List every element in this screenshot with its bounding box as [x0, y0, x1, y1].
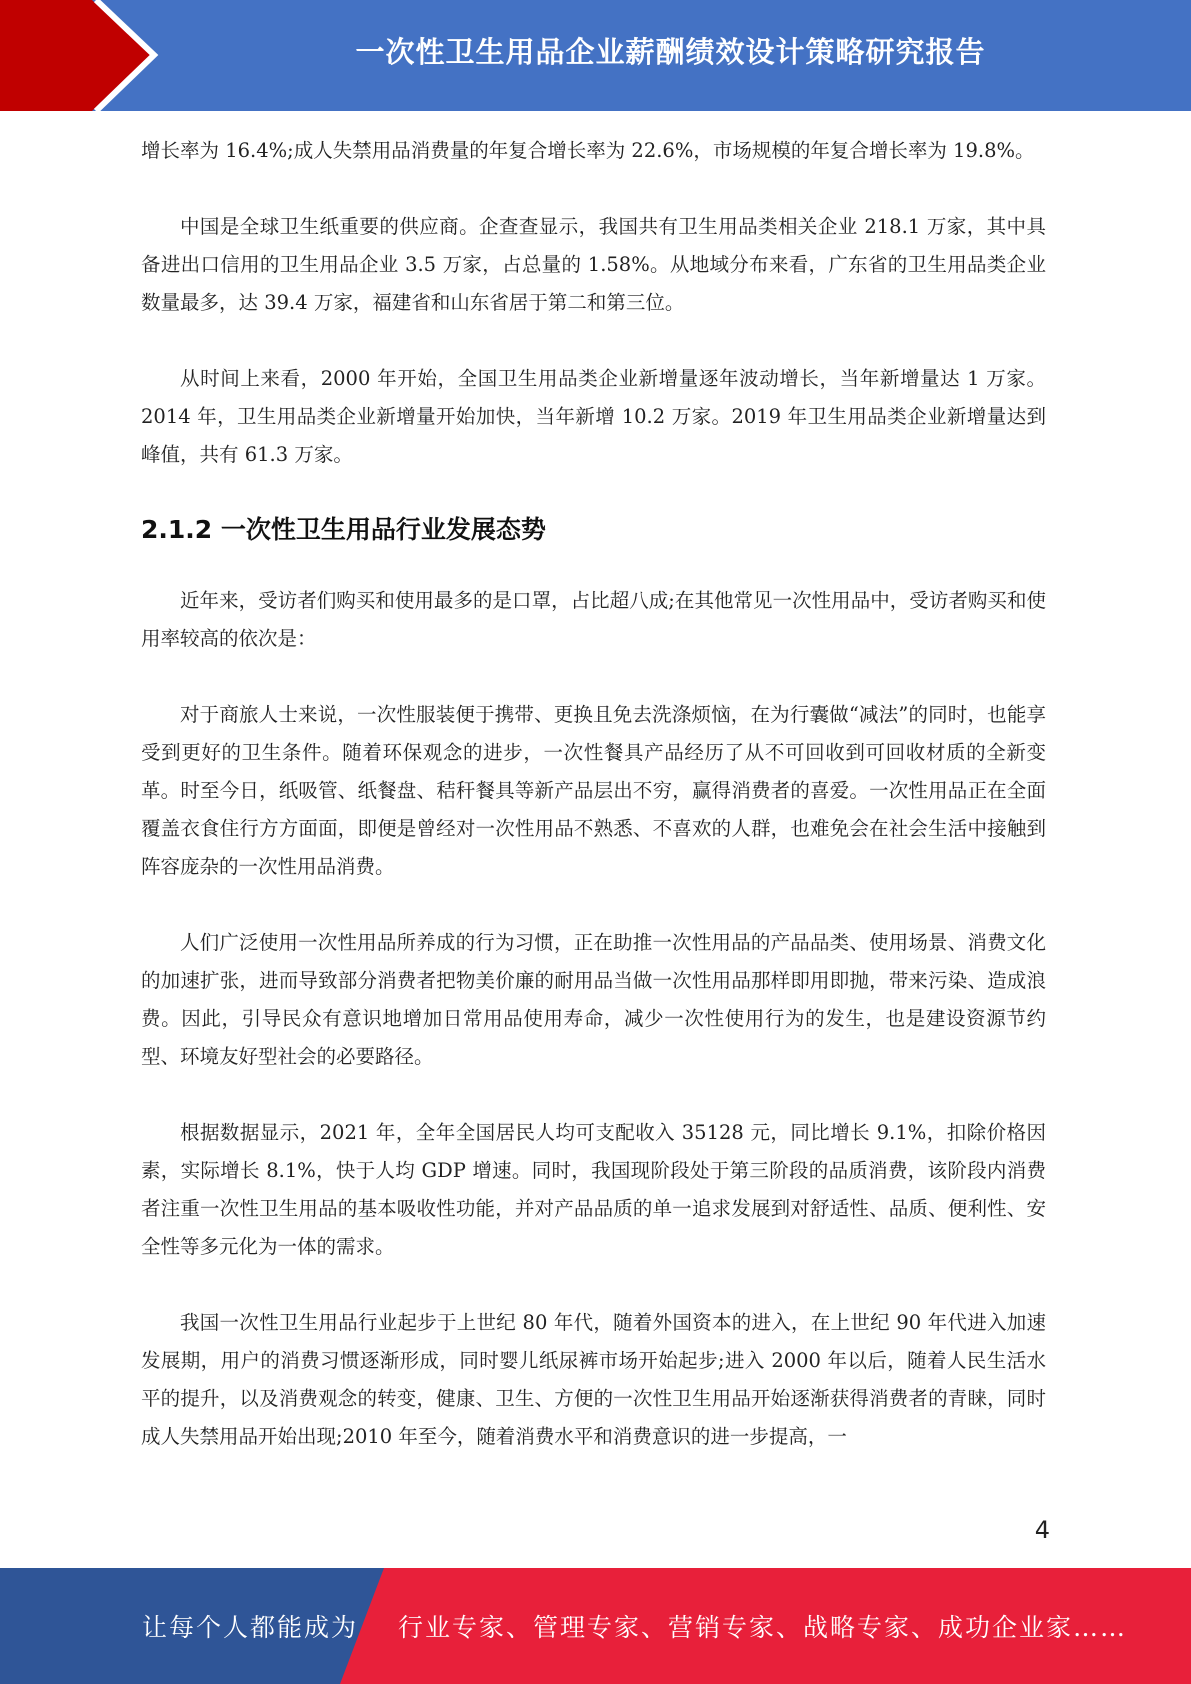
paragraph: 近年来，受访者们购买和使用最多的是口罩，占比超八成;在其他常见一次性用品中，受访者购买和使用率较高的依次是： — [141, 589, 1046, 650]
paragraph: 根据数据显示，2021 年，全年全国居民人均可支配收入 35128 元，同比增长 9.1%，扣除价格因素，实际增长 8.1%，快于人均 GDP 增速。同时，我国现阶段处于第三阶段的品质消费，该阶段内消费者注重一次性卫生用品的基本吸收性功能，并对产品品质的单一追求发展到对舒适性、品质、便利性、安全性等多元化为一体的需求。 — [141, 1121, 1046, 1258]
footer-slogan-left: 让每个人都能成为 — [142, 1613, 359, 1642]
document-body — [141, 132, 1046, 1456]
report-title: 一次性卫生用品企业薪酬绩效设计策略研究报告 — [355, 34, 986, 69]
footer-banner — [0, 1568, 1191, 1684]
paragraph: 我国一次性卫生用品行业起步于上世纪 80 年代，随着外国资本的进入，在上世纪 90 年代进入加速发展期，用户的消费习惯逐渐形成，同时婴儿纸尿裤市场开始起步;进入 2000 年以后，随着人民生活水平的提升，以及消费观念的转变，健康、卫生、方便的一次性卫生用品开始逐渐获得消费者的青睐，同时成人失禁用品开始出现;2010 年至今，随着消费水平和消费意识的进一步提高，一 — [141, 1311, 1046, 1448]
paragraph: 人们广泛使用一次性用品所养成的行为习惯，正在助推一次性用品的产品品类、使用场景、消费文化的加速扩张，进而导致部分消费者把物美价廉的耐用品当做一次性用品那样即用即抛，带来污染、造成浪费。因此，引导民众有意识地增加日常用品使用寿命，减少一次性使用行为的发生，也是建设资源节约型、环境友好型社会的必要路径。 — [141, 931, 1046, 1068]
paragraph: 中国是全球卫生纸重要的供应商。企查查显示，我国共有卫生用品类相关企业 218.1 万家，其中具备进出口信用的卫生用品企业 3.5 万家，占总量的 1.58%。从地域分布来看，广东省的卫生用品类企业数量最多，达 39.4 万家，福建省和山东省居于第二和第三位。 — [141, 215, 1046, 314]
header-arrow-decoration — [0, 0, 160, 111]
paragraph: 对于商旅人士来说，一次性服装便于携带、更换且免去洗涤烦恼，在为行囊做“减法”的同时，也能享受到更好的卫生条件。随着环保观念的进步，一次性餐具产品经历了从不可回收到可回收材质的全新变革。时至今日，纸吸管、纸餐盘、秸秆餐具等新产品层出不穷，赢得消费者的喜爱。一次性用品正在全面覆盖衣食住行方方面面，即便是曾经对一次性用品不熟悉、不喜欢的人群，也难免会在社会生活中接触到阵容庞杂的一次性用品消费。 — [141, 703, 1046, 878]
section-heading: 2.1.2 一次性卫生用品行业发展态势 — [141, 515, 546, 544]
paragraph: 增长率为 16.4%;成人失禁用品消费量的年复合增长率为 22.6%，市场规模的年复合增长率为 19.8%。 — [141, 139, 1035, 162]
header-banner — [0, 0, 1191, 111]
page-number: 4 — [1034, 1516, 1050, 1544]
paragraph: 从时间上来看，2000 年开始，全国卫生用品类企业新增量逐年波动增长，当年新增量达 1 万家。2014 年，卫生用品类企业新增量开始加快，当年新增 10.2 万家。2019 年卫生用品类企业新增量达到峰值，共有 61.3 万家。 — [141, 367, 1046, 466]
footer-slogan-right: 行业专家、管理专家、营销专家、战略专家、成功企业家…… — [398, 1613, 1128, 1642]
